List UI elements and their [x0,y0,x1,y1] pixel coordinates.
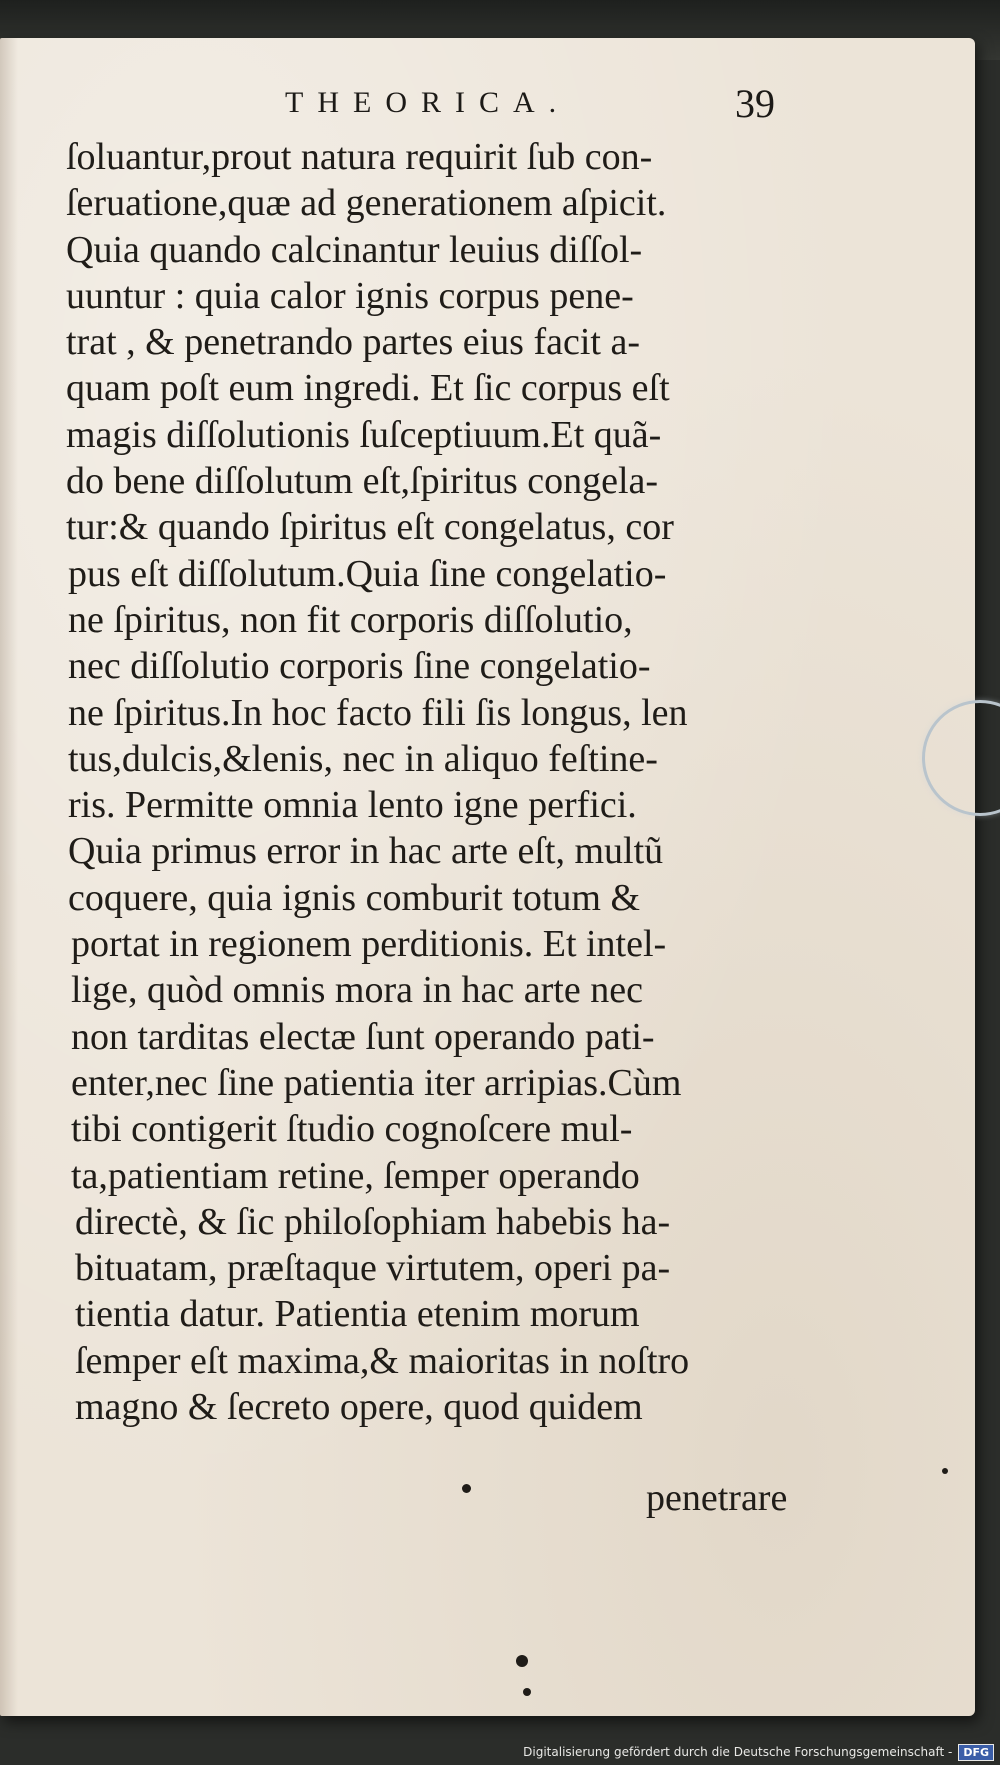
text-line: magno & ſecreto opere, quod quidem [75,1386,643,1429]
text-line: ne ſpiritus.In hoc facto fili ſis longus, len [68,691,688,734]
text-line: enter,nec ſine patientia iter arripias.Cùm [71,1061,682,1104]
text-line: lige, quòd omnis mora in hac arte nec [71,969,643,1012]
text-line: ſeruatione,quæ ad generationem aſpicit. [66,182,667,225]
running-head [0,80,975,130]
text-line: ne ſpiritus, non fit corporis diſſolutio, [68,598,633,641]
text-line: ris. Permitte omnia lento igne perfici. [68,784,637,827]
body-text [66,134,826,1430]
text-line: tientia datur. Patientia etenim morum [75,1293,640,1336]
page-number: 39 [735,81,775,126]
text-line: coquere, quia ignis comburit totum & [68,876,641,919]
ink-spot [523,1688,531,1696]
text-line: non tarditas electæ ſunt operando pati- [71,1015,655,1058]
text-line: quam poſt eum ingredi. Et ſic corpus eſt [66,367,670,410]
text-line: ſemper eſt maxima,& maioritas in noſtro [75,1339,690,1382]
text-line: Quia primus error in hac arte eſt, multũ [68,830,664,873]
text-line: trat , & penetrando partes eius facit a- [66,321,640,364]
signature-dot [462,1484,471,1493]
text-line: tibi contigerit ſtudio cognoſcere mul- [71,1108,633,1151]
running-head-title: THEORICA. [285,86,571,119]
text-line: uuntur : quia calor ignis corpus pene- [66,274,634,317]
text-line: ſoluantur,prout natura requirit ſub con- [66,136,653,178]
text-line: bituatam, præſtaque virtutem, operi pa- [75,1247,671,1290]
text-line: Quia quando calcinantur leuius diſſol- [66,228,643,271]
ink-spot [942,1468,948,1474]
dfg-logo: DFG [958,1744,994,1761]
text-line: tus,dulcis,&lenis, nec in aliquo feſtine- [68,737,658,780]
page-gutter-shadow [0,38,18,1716]
text-line: pus eſt diſſolutum.Quia ſine congelatio- [68,552,667,595]
ink-spot [516,1655,528,1667]
text-line: tur:& quando ſpiritus eſt congelatus, cor [66,506,674,549]
text-line: portat in regionem perditionis. Et intel- [71,923,667,966]
text-line: do bene diſſolutum eſt,ſpiritus congela- [66,460,659,503]
text-line: ta,patientiam retine, ſemper operando [71,1154,640,1197]
credit-text: Digitalisierung gefördert durch die Deutsche Forschungsgemeinschaft - [523,1745,953,1759]
text-line: directè, & ſic philoſophiam habebis ha- [75,1200,671,1243]
catchword: penetrare [646,1477,788,1519]
text-line: nec diſſolutio corporis ſine congelatio- [68,645,651,688]
digitization-credit [523,1741,994,1763]
text-line: magis diſſolutionis ſuſceptiuum.Et quã- [66,413,662,456]
